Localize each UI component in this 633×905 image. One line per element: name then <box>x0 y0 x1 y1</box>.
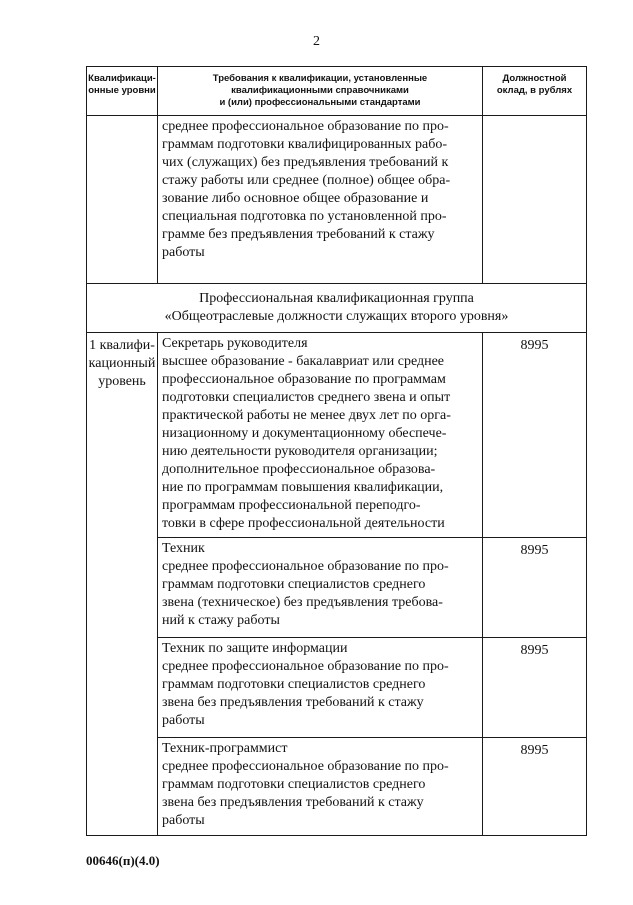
position-requirements: среднее профессиональное образование по про- граммам подготовки специалистов среднего звена (техническое) без предъявления требова- ний к стажу работы <box>162 559 449 628</box>
table-row-continuation <box>87 116 587 284</box>
header-requirements: Требования к квалификации, установленные квалификационными справочниками и (или) профессиональными стандартами <box>158 67 483 116</box>
table-row-position <box>87 333 587 538</box>
position-requirements: высшее образование - бакалавриат или среднее профессиональное образование по программам подготовки специалистов среднего звена и опыт практической работы не менее двух лет по орга- низационному и документационному обеспече- нию деятельности руководителя организации; дополнительное профессиональное образова- ние по программам повышения квалификации, программам профессиональной переподго- товки в сфере профессиональной деятельности <box>162 354 451 531</box>
requirements-cell <box>158 116 483 284</box>
qualification-table <box>86 66 587 836</box>
position-cell <box>158 538 483 638</box>
position-cell <box>158 738 483 836</box>
group-title-row <box>87 284 587 333</box>
salary-value: 8995 <box>483 738 587 836</box>
salary-value: 8995 <box>483 333 587 538</box>
table-row-position <box>87 638 587 738</box>
level-cell-empty <box>87 116 158 284</box>
salary-value: 8995 <box>483 638 587 738</box>
position-requirements: среднее профессиональное образование по про- граммам подготовки специалистов среднего звена без предъявления требований к стажу работы <box>162 659 449 728</box>
table-row-position <box>87 738 587 836</box>
position-title: Секретарь руководителя <box>162 336 308 351</box>
position-title: Техник по защите информации <box>162 641 348 656</box>
document-code: 00646(п)(4.0) <box>86 853 160 868</box>
salary-value: 8995 <box>483 538 587 638</box>
position-cell <box>158 638 483 738</box>
group-title: Профессиональная квалификационная группа «Общеотраслевые должности служащих второго уровня» <box>87 284 587 333</box>
position-requirements: среднее профессиональное образование по про- граммам подготовки специалистов среднего звена без предъявления требований к стажу работы <box>162 759 449 828</box>
position-title: Техник <box>162 541 205 556</box>
level-cell: 1 квалифи- кационный уровень <box>87 333 158 836</box>
requirements-text: среднее профессиональное образование по про- граммам подготовки квалифицированных рабо- чих (служащих) без предъявления требований к стажу работы или среднее (полное) общее обра- зование либо основное общее образование и специальная подготовка по установленной про- грамме без предъявления требований к стажу работы <box>162 119 451 260</box>
header-salary: Должностной оклад, в рублях <box>483 67 587 116</box>
position-title: Техник-программист <box>162 741 288 756</box>
header-level: Квалификаци- онные уровни <box>87 67 158 116</box>
position-cell <box>158 333 483 538</box>
table-header-row <box>87 67 587 116</box>
salary-cell-empty <box>483 116 587 284</box>
table-row-position <box>87 538 587 638</box>
page-number: 2 <box>313 34 320 49</box>
